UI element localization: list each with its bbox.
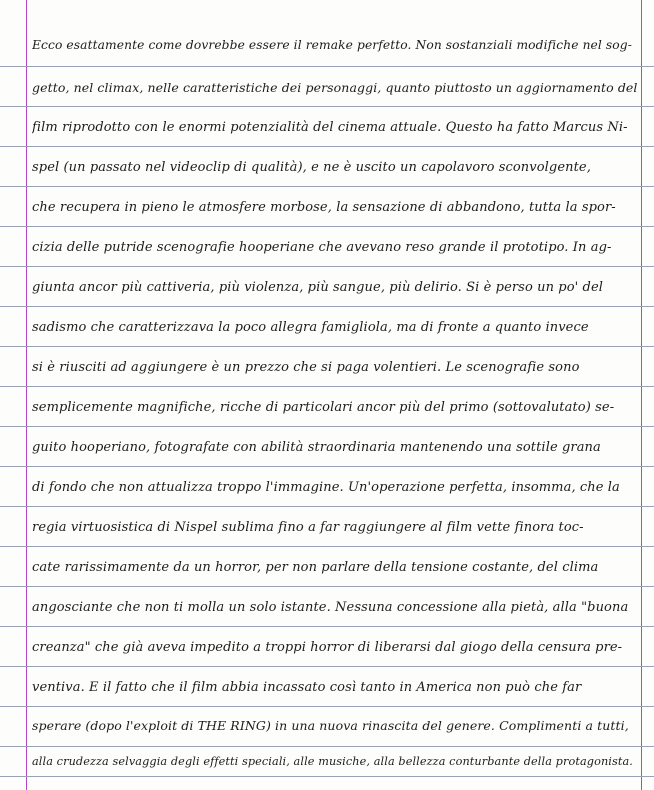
text-line: regia virtuosistica di Nispel sublima fino a far raggiungere al film vette finora toc- bbox=[32, 520, 584, 535]
text-line: di fondo che non attualizza troppo l'immagine. Un'operazione perfetta, insomma, che la bbox=[32, 480, 620, 495]
text-line: sperare (dopo l'exploit di THE RING) in una nuova rinascita del genere. Complimenti a tutti, bbox=[32, 718, 629, 733]
text-line: guito hooperiano, fotografate con abilità straordinaria mantenendo una sottile grana bbox=[32, 440, 601, 455]
ruled-line bbox=[0, 746, 654, 747]
text-line: si è riusciti ad aggiungere è un prezzo che si paga volentieri. Le scenografie sono bbox=[32, 360, 580, 375]
text-line: creanza" che già aveva impedito a troppi horror di liberarsi dal giogo della censura pre- bbox=[32, 640, 623, 655]
ruled-line bbox=[0, 66, 654, 67]
ruled-line bbox=[0, 626, 654, 627]
ruled-line bbox=[0, 146, 654, 147]
text-line: che recupera in pieno le atmosfere morbose, la sensazione di abbandono, tutta la spor- bbox=[32, 200, 616, 215]
text-line: angosciante che non ti molla un solo istante. Nessuna concessione alla pietà, alla "buona bbox=[32, 600, 629, 615]
text-line: film riprodotto con le enormi potenzialità del cinema attuale. Questo ha fatto Marcus Ni- bbox=[32, 120, 628, 135]
ruled-line bbox=[0, 226, 654, 227]
text-line: alla crudezza selvaggia degli effetti speciali, alle musiche, alla bellezza conturbante della protagonista. bbox=[32, 755, 633, 768]
ruled-line bbox=[0, 506, 654, 507]
right-margin-line bbox=[641, 0, 642, 790]
ruled-line bbox=[0, 186, 654, 187]
ruled-line bbox=[0, 426, 654, 427]
text-line: cate rarissimamente da un horror, per non parlare della tensione costante, del clima bbox=[32, 560, 599, 575]
text-line: Ecco esattamente come dovrebbe essere il remake perfetto. Non sostanziali modifiche nel sog- bbox=[32, 38, 632, 52]
text-line: cizia delle putride scenografie hooperiane che avevano reso grande il prototipo. In ag- bbox=[32, 240, 612, 255]
ruled-line bbox=[0, 306, 654, 307]
ruled-line bbox=[0, 546, 654, 547]
ruled-line bbox=[0, 346, 654, 347]
ruled-line bbox=[0, 776, 654, 777]
ruled-line bbox=[0, 106, 654, 107]
text-line: sadismo che caratterizzava la poco allegra famigliola, ma di fronte a quanto invece bbox=[32, 320, 589, 335]
ruled-line bbox=[0, 386, 654, 387]
ruled-line bbox=[0, 666, 654, 667]
text-line: ventiva. E il fatto che il film abbia incassato così tanto in America non può che far bbox=[32, 680, 582, 695]
text-line: semplicemente magnifiche, ricche di particolari ancor più del primo (sottovalutato) se- bbox=[32, 400, 615, 415]
text-line: giunta ancor più cattiveria, più violenza, più sangue, più delirio. Si è perso un po' del bbox=[32, 280, 604, 295]
text-line: spel (un passato nel videoclip di qualità), e ne è uscito un capolavoro sconvolgente, bbox=[32, 160, 591, 175]
ruled-line bbox=[0, 586, 654, 587]
ruled-line bbox=[0, 706, 654, 707]
ruled-line bbox=[0, 466, 654, 467]
text-line: getto, nel climax, nelle caratteristiche dei personaggi, quanto piuttosto un aggiornamento del bbox=[32, 80, 638, 95]
ruled-line bbox=[0, 266, 654, 267]
left-margin-line bbox=[26, 0, 27, 790]
